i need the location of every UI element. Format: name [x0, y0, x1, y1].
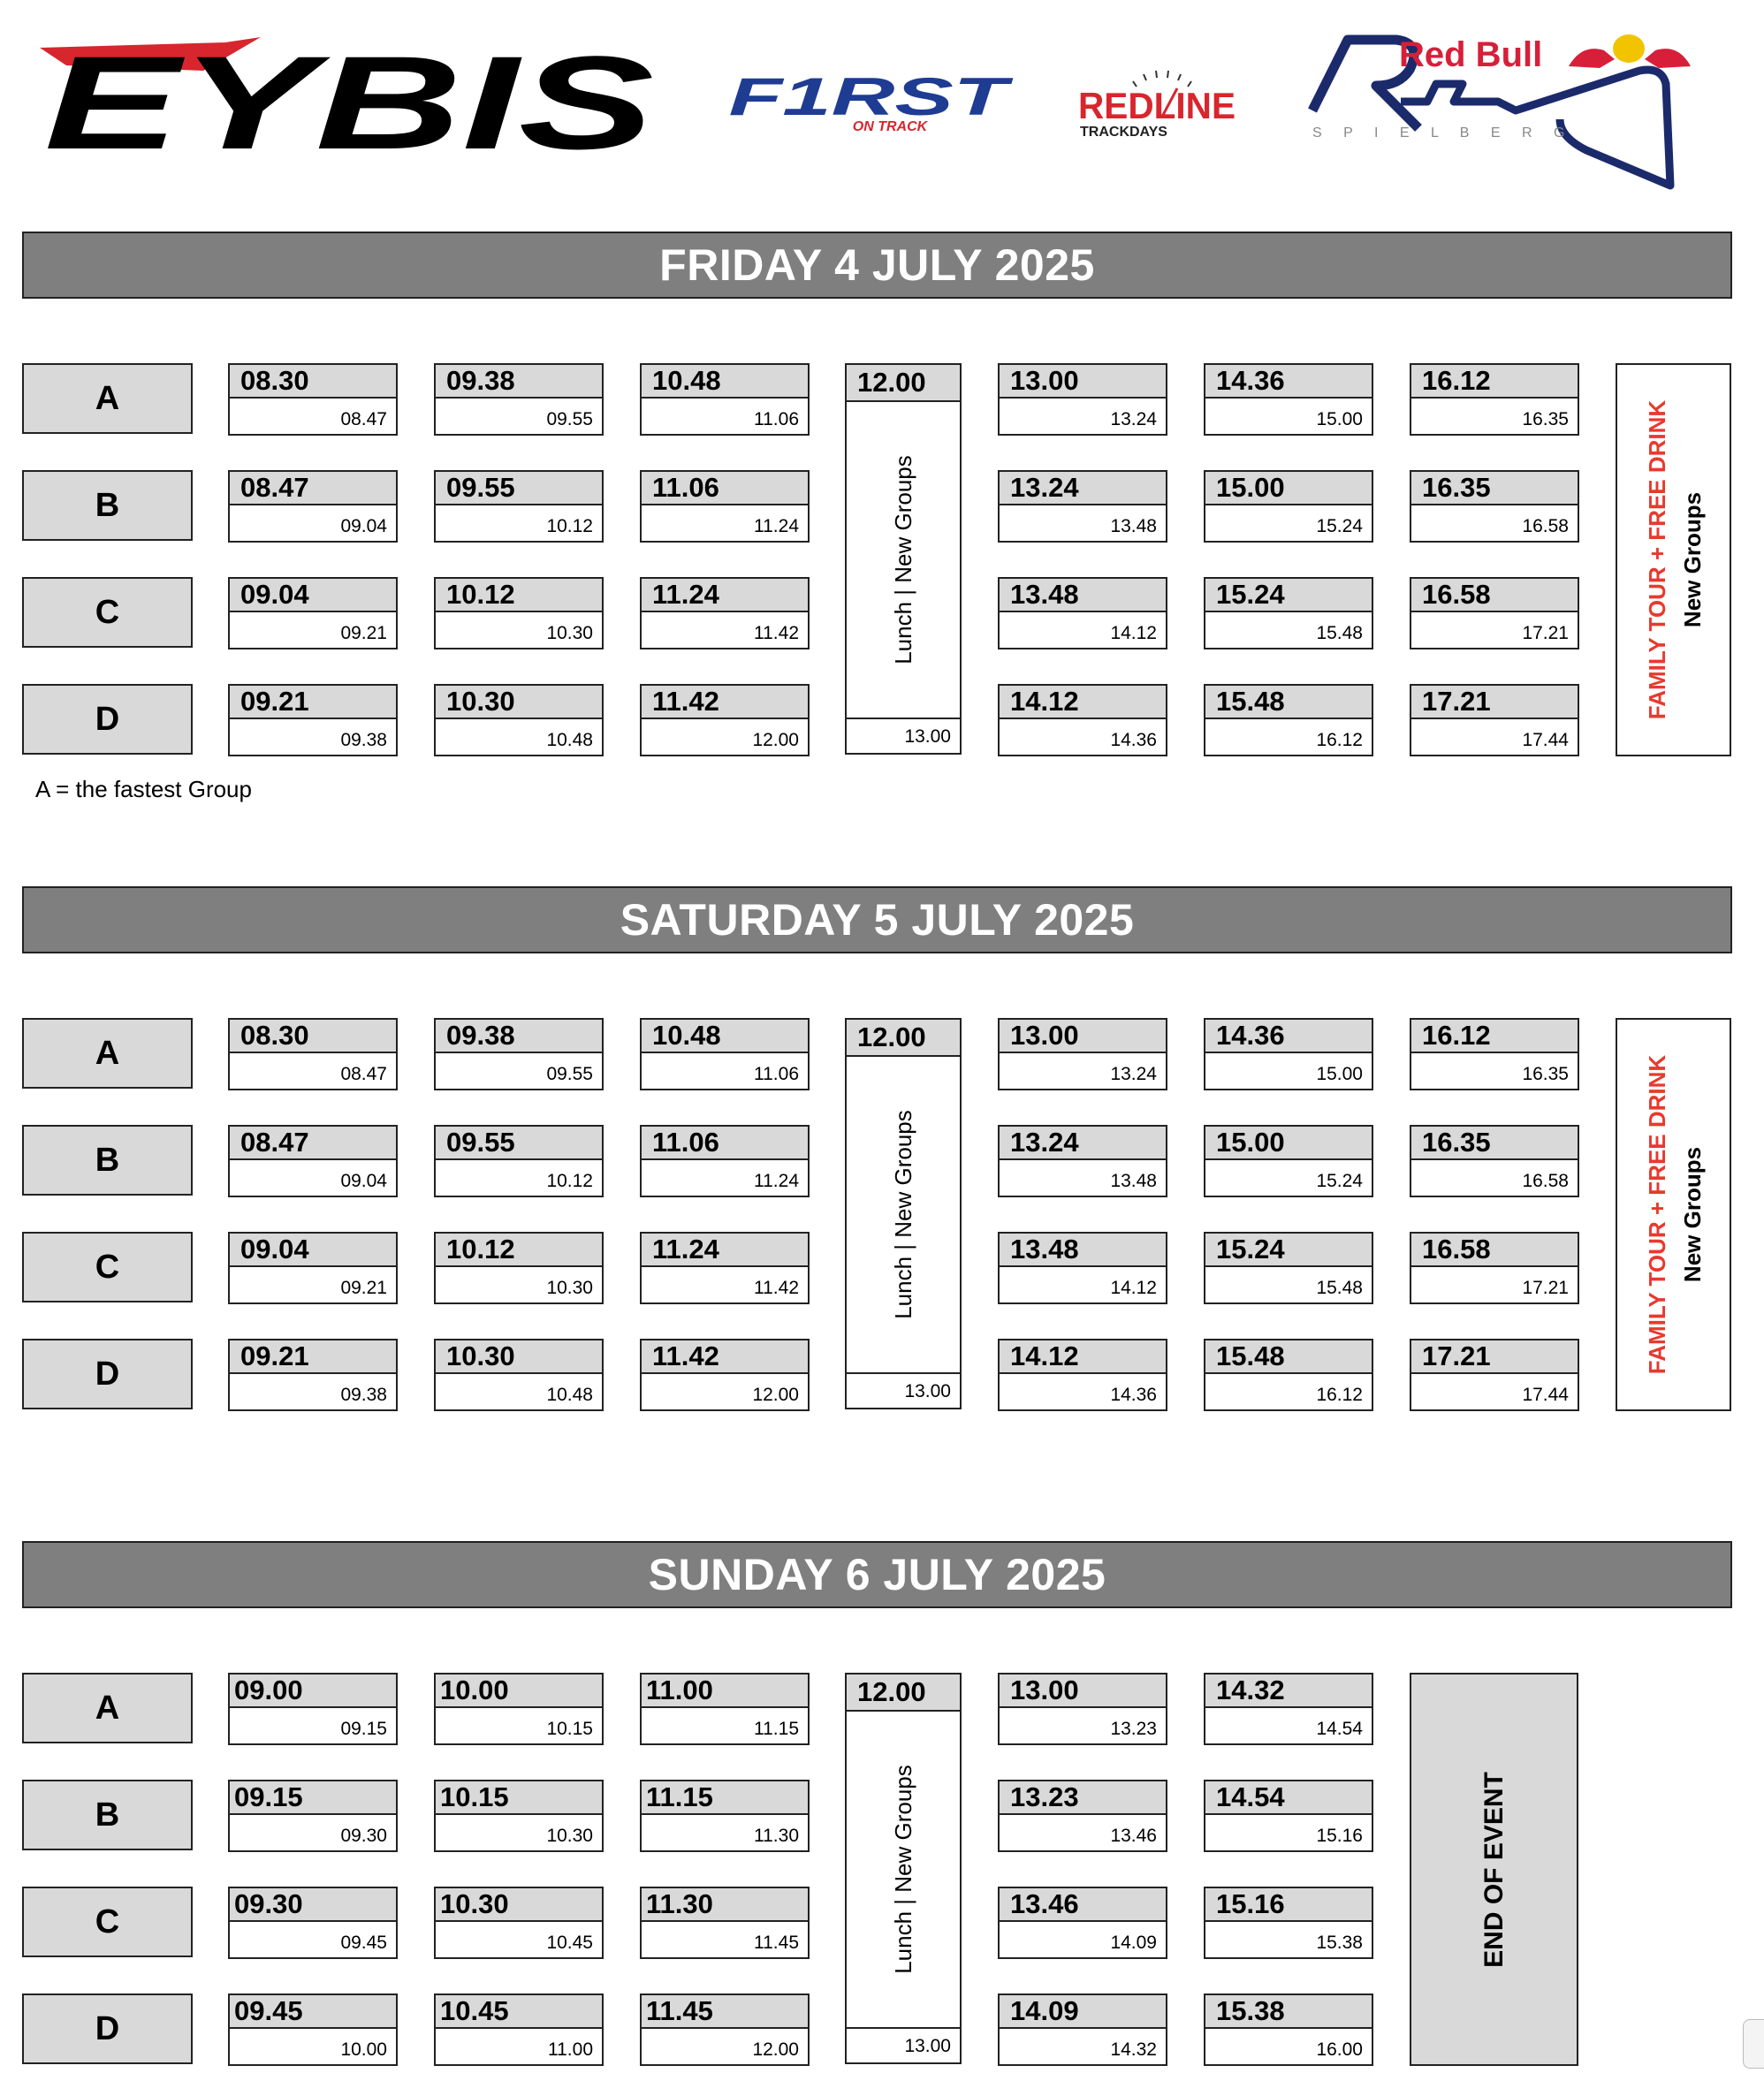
session-start-time: 13.00	[1000, 365, 1166, 399]
session-end-time: 17.44	[1522, 1385, 1569, 1405]
family-tour-label: FAMILY TOUR + FREE DRINK	[1644, 399, 1671, 720]
session-end-time: 15.00	[1316, 409, 1363, 429]
session-slot	[1204, 577, 1373, 649]
session-start-time: 10.12	[436, 1234, 602, 1267]
redline-subtitle: TRACKDAYS	[1080, 125, 1167, 140]
session-slot	[998, 577, 1167, 649]
session-slot	[228, 1993, 398, 2066]
session-start-time: 11.30	[642, 1888, 808, 1922]
session-start-time: 13.48	[1000, 1234, 1166, 1267]
session-end-time: 11.42	[754, 1278, 799, 1298]
session-slot	[1204, 470, 1373, 543]
session-end-time: 11.06	[754, 1064, 799, 1084]
session-end-time: 10.30	[546, 1278, 593, 1298]
session-slot	[434, 1887, 604, 1959]
session-end-time: 08.47	[340, 1064, 387, 1084]
family-tour-label: FAMILY TOUR + FREE DRINK	[1644, 1054, 1671, 1375]
session-end-time: 13.24	[1110, 1064, 1157, 1084]
session-slot	[228, 1887, 398, 1959]
session-start-time: 09.45	[230, 1995, 396, 2029]
session-start-time: 09.00	[230, 1675, 396, 1708]
session-end-time: 09.30	[340, 1826, 387, 1846]
red-bull-ring-logo	[1295, 31, 1701, 190]
redbull-wordmark: Red Bull	[1399, 35, 1543, 74]
session-slot	[434, 363, 604, 436]
session-start-time: 09.38	[436, 1020, 602, 1053]
session-start-time: 11.00	[642, 1675, 808, 1708]
session-end-time: 11.24	[754, 516, 799, 536]
session-start-time: 16.58	[1411, 1234, 1578, 1267]
session-start-time: 14.12	[1000, 686, 1166, 719]
session-end-time: 17.44	[1522, 730, 1569, 750]
session-slot	[640, 1125, 810, 1197]
session-slot	[228, 1673, 398, 1745]
session-end-time: 10.15	[546, 1719, 593, 1739]
session-start-time: 15.00	[1205, 472, 1372, 505]
session-slot	[228, 1780, 398, 1852]
session-start-time: 16.58	[1411, 579, 1578, 612]
session-slot	[1204, 1993, 1373, 2066]
session-slot	[228, 684, 398, 756]
session-slot	[228, 577, 398, 649]
session-slot	[640, 1018, 810, 1090]
session-start-time: 09.15	[230, 1781, 396, 1815]
session-end-time: 16.35	[1522, 1064, 1569, 1084]
session-end-time: 09.38	[340, 730, 387, 750]
session-slot	[998, 684, 1167, 756]
session-end-time: 10.30	[546, 623, 593, 643]
session-end-time: 13.24	[1110, 409, 1157, 429]
session-end-time: 09.55	[546, 409, 593, 429]
session-start-time: 15.48	[1205, 1340, 1372, 1374]
session-end-time: 11.30	[754, 1826, 799, 1846]
session-end-time: 09.21	[340, 1278, 387, 1298]
session-slot	[640, 363, 810, 436]
end-of-event-label: END OF EVENT	[1479, 1771, 1509, 1968]
family-tour-box	[1616, 363, 1731, 756]
lunch-end-time: 13.00	[847, 718, 960, 753]
session-start-time: 10.00	[436, 1675, 602, 1708]
session-end-time: 13.46	[1110, 1826, 1157, 1846]
session-start-time: 11.24	[642, 579, 808, 612]
session-start-time: 09.38	[436, 365, 602, 399]
session-slot	[998, 1232, 1167, 1304]
session-end-time: 16.35	[1522, 409, 1569, 429]
session-start-time: 11.06	[642, 472, 808, 505]
new-groups-label: New Groups	[1679, 491, 1707, 628]
day-header: SATURDAY 5 JULY 2025	[22, 886, 1732, 953]
session-start-time: 15.00	[1205, 1127, 1372, 1160]
session-start-time: 13.24	[1000, 1127, 1166, 1160]
session-end-time: 09.04	[340, 1171, 387, 1191]
session-slot	[1204, 684, 1373, 756]
session-start-time: 14.12	[1000, 1340, 1166, 1374]
session-start-time: 15.38	[1205, 1995, 1372, 2029]
session-end-time: 08.47	[340, 409, 387, 429]
group-label-b: B	[22, 1125, 193, 1196]
session-slot	[1204, 1780, 1373, 1852]
session-start-time: 17.21	[1411, 686, 1578, 719]
session-end-time: 09.15	[340, 1719, 387, 1739]
session-start-time: 11.42	[642, 686, 808, 719]
session-slot	[640, 1339, 810, 1411]
lunch-label: Lunch | New Groups	[889, 455, 916, 664]
session-end-time: 15.48	[1316, 623, 1363, 643]
session-start-time: 11.45	[642, 1995, 808, 2029]
group-label-a: A	[22, 1673, 193, 1743]
session-end-time: 10.48	[546, 1385, 593, 1405]
session-slot	[228, 1232, 398, 1304]
redline-trackdays-logo	[1078, 55, 1237, 143]
session-start-time: 16.35	[1411, 1127, 1578, 1160]
session-end-time: 12.00	[752, 730, 799, 750]
session-start-time: 09.04	[230, 579, 396, 612]
lunch-start-time: 12.00	[847, 1675, 960, 1712]
session-slot	[228, 470, 398, 543]
session-start-time: 10.48	[642, 365, 808, 399]
session-end-time: 10.12	[546, 516, 593, 536]
session-start-time: 16.35	[1411, 472, 1578, 505]
group-label-d: D	[22, 1993, 193, 2064]
session-slot	[228, 1339, 398, 1411]
session-slot	[1204, 1887, 1373, 1959]
session-start-time: 13.24	[1000, 472, 1166, 505]
first-subtitle: ON TRACK	[852, 119, 928, 134]
session-slot	[640, 577, 810, 649]
lunch-end-time: 13.00	[847, 2027, 960, 2062]
session-slot	[1204, 1339, 1373, 1411]
session-end-time: 14.12	[1110, 1278, 1157, 1298]
session-end-time: 15.24	[1316, 1171, 1363, 1191]
session-end-time: 12.00	[752, 1385, 799, 1405]
session-start-time: 09.04	[230, 1234, 396, 1267]
session-end-time: 13.48	[1110, 1171, 1157, 1191]
session-end-time: 14.12	[1110, 623, 1157, 643]
session-start-time: 10.12	[436, 579, 602, 612]
session-end-time: 14.36	[1110, 1385, 1157, 1405]
session-slot	[998, 1339, 1167, 1411]
session-start-time: 10.30	[436, 1888, 602, 1922]
session-start-time: 08.47	[230, 472, 396, 505]
session-end-time: 12.00	[752, 2039, 799, 2060]
session-end-time: 09.38	[340, 1385, 387, 1405]
session-end-time: 15.48	[1316, 1278, 1363, 1298]
scroll-tab[interactable]	[1743, 2019, 1764, 2069]
session-start-time: 14.09	[1000, 1995, 1166, 2029]
session-slot	[228, 1125, 398, 1197]
session-slot	[640, 1232, 810, 1304]
session-slot	[998, 1018, 1167, 1090]
lunch-break	[845, 363, 962, 755]
session-start-time: 09.21	[230, 1340, 396, 1374]
session-slot	[434, 1780, 604, 1852]
session-end-time: 14.32	[1110, 2039, 1157, 2060]
session-start-time: 09.21	[230, 686, 396, 719]
session-start-time: 17.21	[1411, 1340, 1578, 1374]
session-end-time: 17.21	[1522, 1278, 1569, 1298]
group-label-d: D	[22, 684, 193, 755]
session-start-time: 09.55	[436, 472, 602, 505]
session-start-time: 14.36	[1205, 1020, 1372, 1053]
session-slot	[640, 1673, 810, 1745]
session-end-time: 16.12	[1316, 1385, 1363, 1405]
session-slot	[640, 1780, 810, 1852]
session-slot	[1410, 470, 1579, 543]
session-end-time: 11.42	[754, 623, 799, 643]
session-end-time: 16.00	[1316, 2039, 1363, 2060]
first-on-track-logo	[726, 72, 1014, 134]
session-slot	[1410, 1232, 1579, 1304]
session-slot	[998, 1780, 1167, 1852]
session-start-time: 10.15	[436, 1781, 602, 1815]
session-start-time: 15.24	[1205, 1234, 1372, 1267]
session-slot	[640, 1993, 810, 2066]
session-slot	[1204, 1232, 1373, 1304]
session-end-time: 09.04	[340, 516, 387, 536]
session-start-time: 08.47	[230, 1127, 396, 1160]
session-start-time: 10.45	[436, 1995, 602, 2029]
session-end-time: 09.21	[340, 623, 387, 643]
session-end-time: 15.38	[1316, 1933, 1363, 1953]
session-start-time: 13.23	[1000, 1781, 1166, 1815]
session-start-time: 15.48	[1205, 686, 1372, 719]
session-slot	[434, 1125, 604, 1197]
lunch-label: Lunch | New Groups	[889, 1110, 916, 1319]
group-label-d: D	[22, 1339, 193, 1409]
group-label-c: C	[22, 1887, 193, 1957]
session-slot	[640, 684, 810, 756]
session-end-time: 11.24	[754, 1171, 799, 1191]
session-end-time: 14.09	[1110, 1933, 1157, 1953]
session-start-time: 09.55	[436, 1127, 602, 1160]
session-end-time: 11.06	[754, 409, 799, 429]
group-label-a: A	[22, 363, 193, 434]
session-end-time: 16.58	[1522, 1171, 1569, 1191]
session-slot	[998, 1673, 1167, 1745]
lunch-break	[845, 1018, 962, 1409]
session-slot	[640, 470, 810, 543]
session-start-time: 11.06	[642, 1127, 808, 1160]
session-end-time: 15.24	[1316, 516, 1363, 536]
group-label-a: A	[22, 1018, 193, 1089]
session-slot	[434, 470, 604, 543]
new-groups-label: New Groups	[1679, 1146, 1707, 1283]
lunch-label: Lunch | New Groups	[889, 1765, 916, 1974]
session-end-time: 16.12	[1316, 730, 1363, 750]
spielberg-text: S P I E L B E R G	[1312, 125, 1574, 140]
session-slot	[1410, 1125, 1579, 1197]
session-end-time: 14.54	[1316, 1719, 1363, 1739]
first-wordmark: F1RST	[728, 72, 1014, 126]
lunch-start-time: 12.00	[847, 365, 960, 402]
fastest-group-note: A = the fastest Group	[35, 776, 252, 802]
session-end-time: 09.55	[546, 1064, 593, 1084]
session-end-time: 09.45	[340, 1933, 387, 1953]
session-slot	[1204, 363, 1373, 436]
session-start-time: 16.12	[1411, 1020, 1578, 1053]
session-slot	[1204, 1125, 1373, 1197]
session-slot	[228, 363, 398, 436]
session-start-time: 15.16	[1205, 1888, 1372, 1922]
session-start-time: 13.48	[1000, 579, 1166, 612]
session-end-time: 14.36	[1110, 730, 1157, 750]
session-end-time: 10.48	[546, 730, 593, 750]
session-slot	[228, 1018, 398, 1090]
session-end-time: 16.58	[1522, 516, 1569, 536]
lunch-start-time: 12.00	[847, 1020, 960, 1057]
group-label-b: B	[22, 1780, 193, 1850]
session-start-time: 10.48	[642, 1020, 808, 1053]
session-slot	[998, 1125, 1167, 1197]
session-slot	[1410, 363, 1579, 436]
session-start-time: 11.15	[642, 1781, 808, 1815]
session-slot	[1410, 1339, 1579, 1411]
family-tour-box	[1616, 1018, 1731, 1411]
session-start-time: 13.00	[1000, 1675, 1166, 1708]
session-slot	[434, 1673, 604, 1745]
eybis-wordmark: EYBIS	[44, 35, 654, 157]
session-slot	[1410, 577, 1579, 649]
day-header: SUNDAY 6 JULY 2025	[22, 1541, 1732, 1608]
session-slot	[998, 1887, 1167, 1959]
session-slot	[998, 1993, 1167, 2066]
lunch-end-time: 13.00	[847, 1372, 960, 1408]
session-start-time: 14.36	[1205, 365, 1372, 399]
session-slot	[998, 363, 1167, 436]
session-slot	[1204, 1018, 1373, 1090]
session-start-time: 09.30	[230, 1888, 396, 1922]
session-end-time: 11.00	[548, 2039, 593, 2060]
session-end-time: 11.15	[754, 1719, 799, 1739]
session-end-time: 15.00	[1316, 1064, 1363, 1084]
group-label-c: C	[22, 577, 193, 648]
session-end-time: 10.12	[546, 1171, 593, 1191]
session-start-time: 08.30	[230, 365, 396, 399]
session-end-time: 13.48	[1110, 516, 1157, 536]
session-end-time: 17.21	[1522, 623, 1569, 643]
session-start-time: 08.30	[230, 1020, 396, 1053]
session-start-time: 13.00	[1000, 1020, 1166, 1053]
session-start-time: 14.32	[1205, 1675, 1372, 1708]
session-slot	[640, 1887, 810, 1959]
session-start-time: 11.24	[642, 1234, 808, 1267]
session-slot	[434, 577, 604, 649]
session-slot	[1204, 1673, 1373, 1745]
session-end-time: 11.45	[754, 1933, 799, 1953]
session-slot	[434, 1018, 604, 1090]
session-slot	[434, 684, 604, 756]
lunch-break	[845, 1673, 962, 2064]
day-header: FRIDAY 4 JULY 2025	[22, 232, 1732, 299]
session-start-time: 10.30	[436, 686, 602, 719]
session-slot	[1410, 1018, 1579, 1090]
session-slot	[434, 1232, 604, 1304]
session-slot	[434, 1339, 604, 1411]
session-end-time: 10.00	[340, 2039, 387, 2060]
session-slot	[1410, 684, 1579, 756]
session-end-time: 10.30	[546, 1826, 593, 1846]
group-label-b: B	[22, 470, 193, 541]
session-start-time: 11.42	[642, 1340, 808, 1374]
session-start-time: 13.46	[1000, 1888, 1166, 1922]
eybis-logo	[40, 35, 663, 157]
session-end-time: 15.16	[1316, 1826, 1363, 1846]
session-end-time: 13.23	[1110, 1719, 1157, 1739]
group-label-c: C	[22, 1232, 193, 1302]
session-slot	[434, 1993, 604, 2066]
session-start-time: 16.12	[1411, 365, 1578, 399]
session-start-time: 14.54	[1205, 1781, 1372, 1815]
end-of-event-box	[1410, 1673, 1578, 2066]
session-end-time: 10.45	[546, 1933, 593, 1953]
session-slot	[998, 470, 1167, 543]
redline-wordmark: REDLINE	[1078, 85, 1236, 126]
session-start-time: 15.24	[1205, 579, 1372, 612]
session-start-time: 10.30	[436, 1340, 602, 1374]
